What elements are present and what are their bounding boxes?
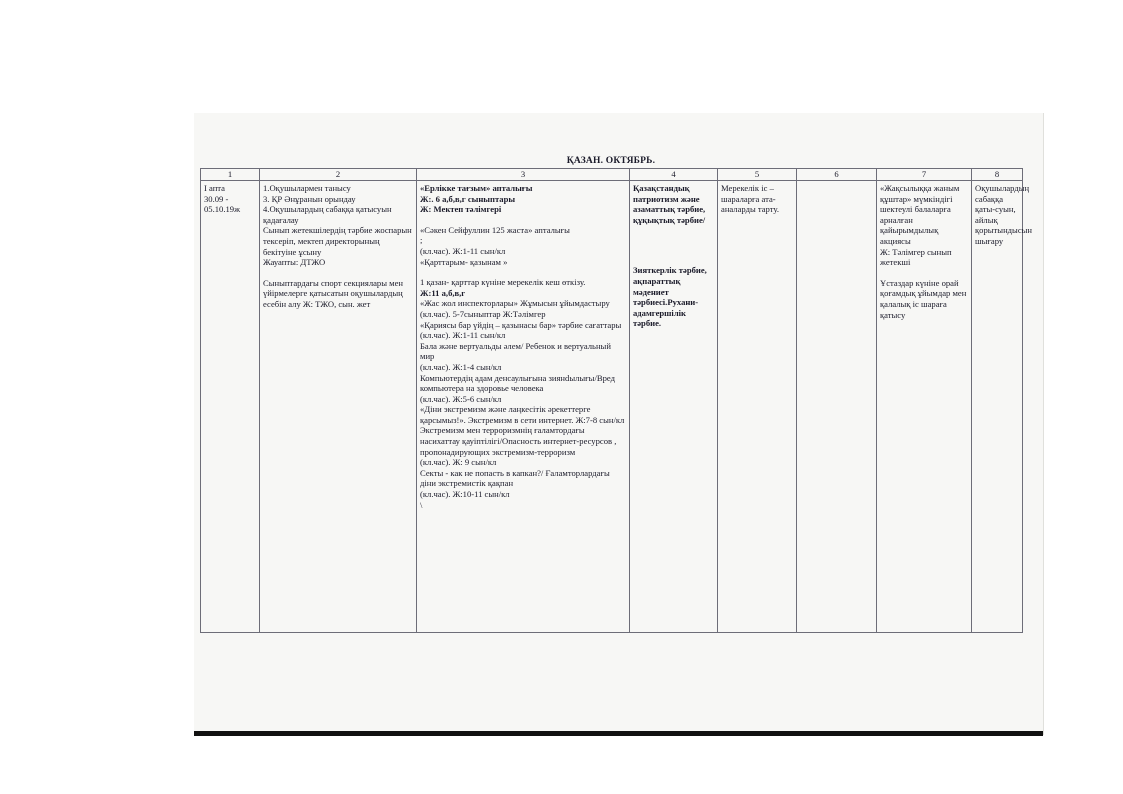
page-title: ҚАЗАН. ОКТЯБРЬ.	[566, 156, 656, 166]
spacer	[633, 245, 714, 265]
attendance-cell	[972, 181, 1033, 633]
col-header: 4	[630, 169, 718, 181]
spacer	[263, 268, 413, 278]
spacer	[420, 215, 626, 225]
event-line: «Діни экстремизм және лаңкесітік әрекеттерге қарсымыз!». Экстремизм в сети интернет. Ж:7-8 сын/кл	[420, 404, 625, 425]
charity-line: Ұстаздар күніне орай қоғамдық ұйымдар мен қалалық іс шараға қатысу	[880, 277, 967, 320]
task-line: 4.Оқушылардың сабаққа қатысуын қадағалау	[263, 204, 392, 225]
event-line: (кл.час). 5-7сыныптар Ж:Тәлімгер	[420, 308, 546, 319]
event-line: Секты - как не попасть в капкан?/ Ғаламторлардағы діни экстремистік қақпан	[420, 467, 610, 489]
parents-line: Мерекелік іс – шараларға ата-аналарды тарту.	[721, 183, 779, 215]
parents-cell	[718, 181, 797, 633]
event-line: Ж:. 6 а,б,в,г сыныптары	[420, 193, 516, 204]
week-label: І апта	[204, 183, 225, 193]
event-line: \	[420, 499, 423, 510]
event-line: «Ерлікке тағзым» апталығы	[420, 183, 533, 193]
spacer	[880, 268, 968, 278]
attendance-line: Оқушылардың сабаққа қаты-суын, айлық қорытындысын шығару	[975, 183, 1033, 246]
col-header: 3	[417, 169, 630, 181]
plan-table	[200, 168, 1033, 633]
spacer	[633, 225, 714, 245]
week-row	[201, 181, 1023, 633]
event-line: Ж: Мектеп тәлімгері	[420, 204, 502, 215]
events-cell	[417, 181, 630, 633]
spacer	[420, 267, 626, 277]
event-line: (кл.час). Ж:10-11 сын/кл	[420, 489, 510, 500]
event-line: «Сәкен Сейфуллин 125 жаста» апталығы	[420, 224, 570, 235]
event-line: (кл.час). Ж:1-4 сын/кл	[420, 361, 502, 372]
col-header: 2	[260, 169, 417, 181]
event-line: Компьютердің адам денсаулығына зиянdылығы/Вред компьютера на здоровье человека	[420, 372, 615, 394]
col-header: 7	[877, 169, 972, 181]
event-line: Экстремизм мен терроризмнің ғаламтордағы насихаттау қауіптілігі/Опасность интернет-ресурсов , пропонадирующих экстремизм-терроризм	[420, 425, 617, 457]
empty-cell	[797, 181, 877, 633]
col-header: 1	[201, 169, 260, 181]
week-end: 05.10.19ж	[204, 204, 241, 215]
event-line: Ж:11 а,б,в,г	[420, 287, 466, 298]
event-line: (кл.час). Ж: 9 сын/кл	[420, 457, 497, 468]
event-line: «Қарттарым- қазынам »	[420, 256, 508, 267]
task-line: 1.Оқушылармен танысу	[263, 183, 351, 193]
task-line: Сынып жетекшілердің тәрбие жоспарын тексеріп, мектеп директорының бекітуіне ұсыну	[263, 225, 412, 257]
charity-cell	[877, 181, 972, 633]
col-header: 5	[718, 169, 797, 181]
tasks-cell	[260, 181, 417, 633]
charity-line: Ж: Тәлімгер сынып жетекші	[880, 246, 952, 268]
task-line: Жауапты: ДТЖО	[263, 257, 326, 268]
task-line: 3. ҚР Әнұранын орындау	[263, 193, 356, 204]
direction-cell	[630, 181, 718, 633]
event-line: (кл.час). Ж:5-6 сын/кл	[420, 393, 502, 404]
col-header: 8	[972, 169, 1023, 181]
event-line: Бала және вертуальды әлем/ Ребенок и вертуальный мир	[420, 340, 611, 362]
scan-edge	[194, 731, 1043, 736]
event-line: ;	[420, 235, 423, 246]
task-line: Сыныптардағы спорт секциялары мен үйірмелерге қатысатын оқушылардың есебін алу Ж: ТЖО, сын. жет	[263, 277, 404, 309]
header-row	[201, 169, 1023, 181]
charity-line: «Жақсылыққа жаным құштар» мүмкіндігі шектеулі балаларға арналған қайырымдылық акциясы	[880, 183, 960, 246]
event-line: «Жас жол инспекторлары» Жұмысын ұйымдастыру	[420, 298, 610, 309]
event-line: «Қариясы бар үйдің – қазынасы бар» тәрбие сағаттары	[420, 319, 622, 330]
week-cell	[201, 181, 260, 633]
event-line: 1 қазан- қарттар күніне мерекелік кеш өткізу.	[420, 277, 586, 288]
direction-line: Зияткерлік тәрбие, ақпараттық мәдениет тәрбиесі.Рухани-адамгершілік тәрбие.	[633, 265, 707, 329]
week-start: 30.09 -	[204, 193, 229, 204]
event-line: (кл.час). Ж:1-11 сын/кл	[420, 330, 506, 341]
col-header: 6	[797, 169, 877, 181]
direction-line: Қазақстандық патриотизм және азаматтық тәрбие, құқықтық тәрбие/	[633, 183, 706, 225]
event-line: (кл.час). Ж:1-11 сын/кл	[420, 245, 506, 256]
